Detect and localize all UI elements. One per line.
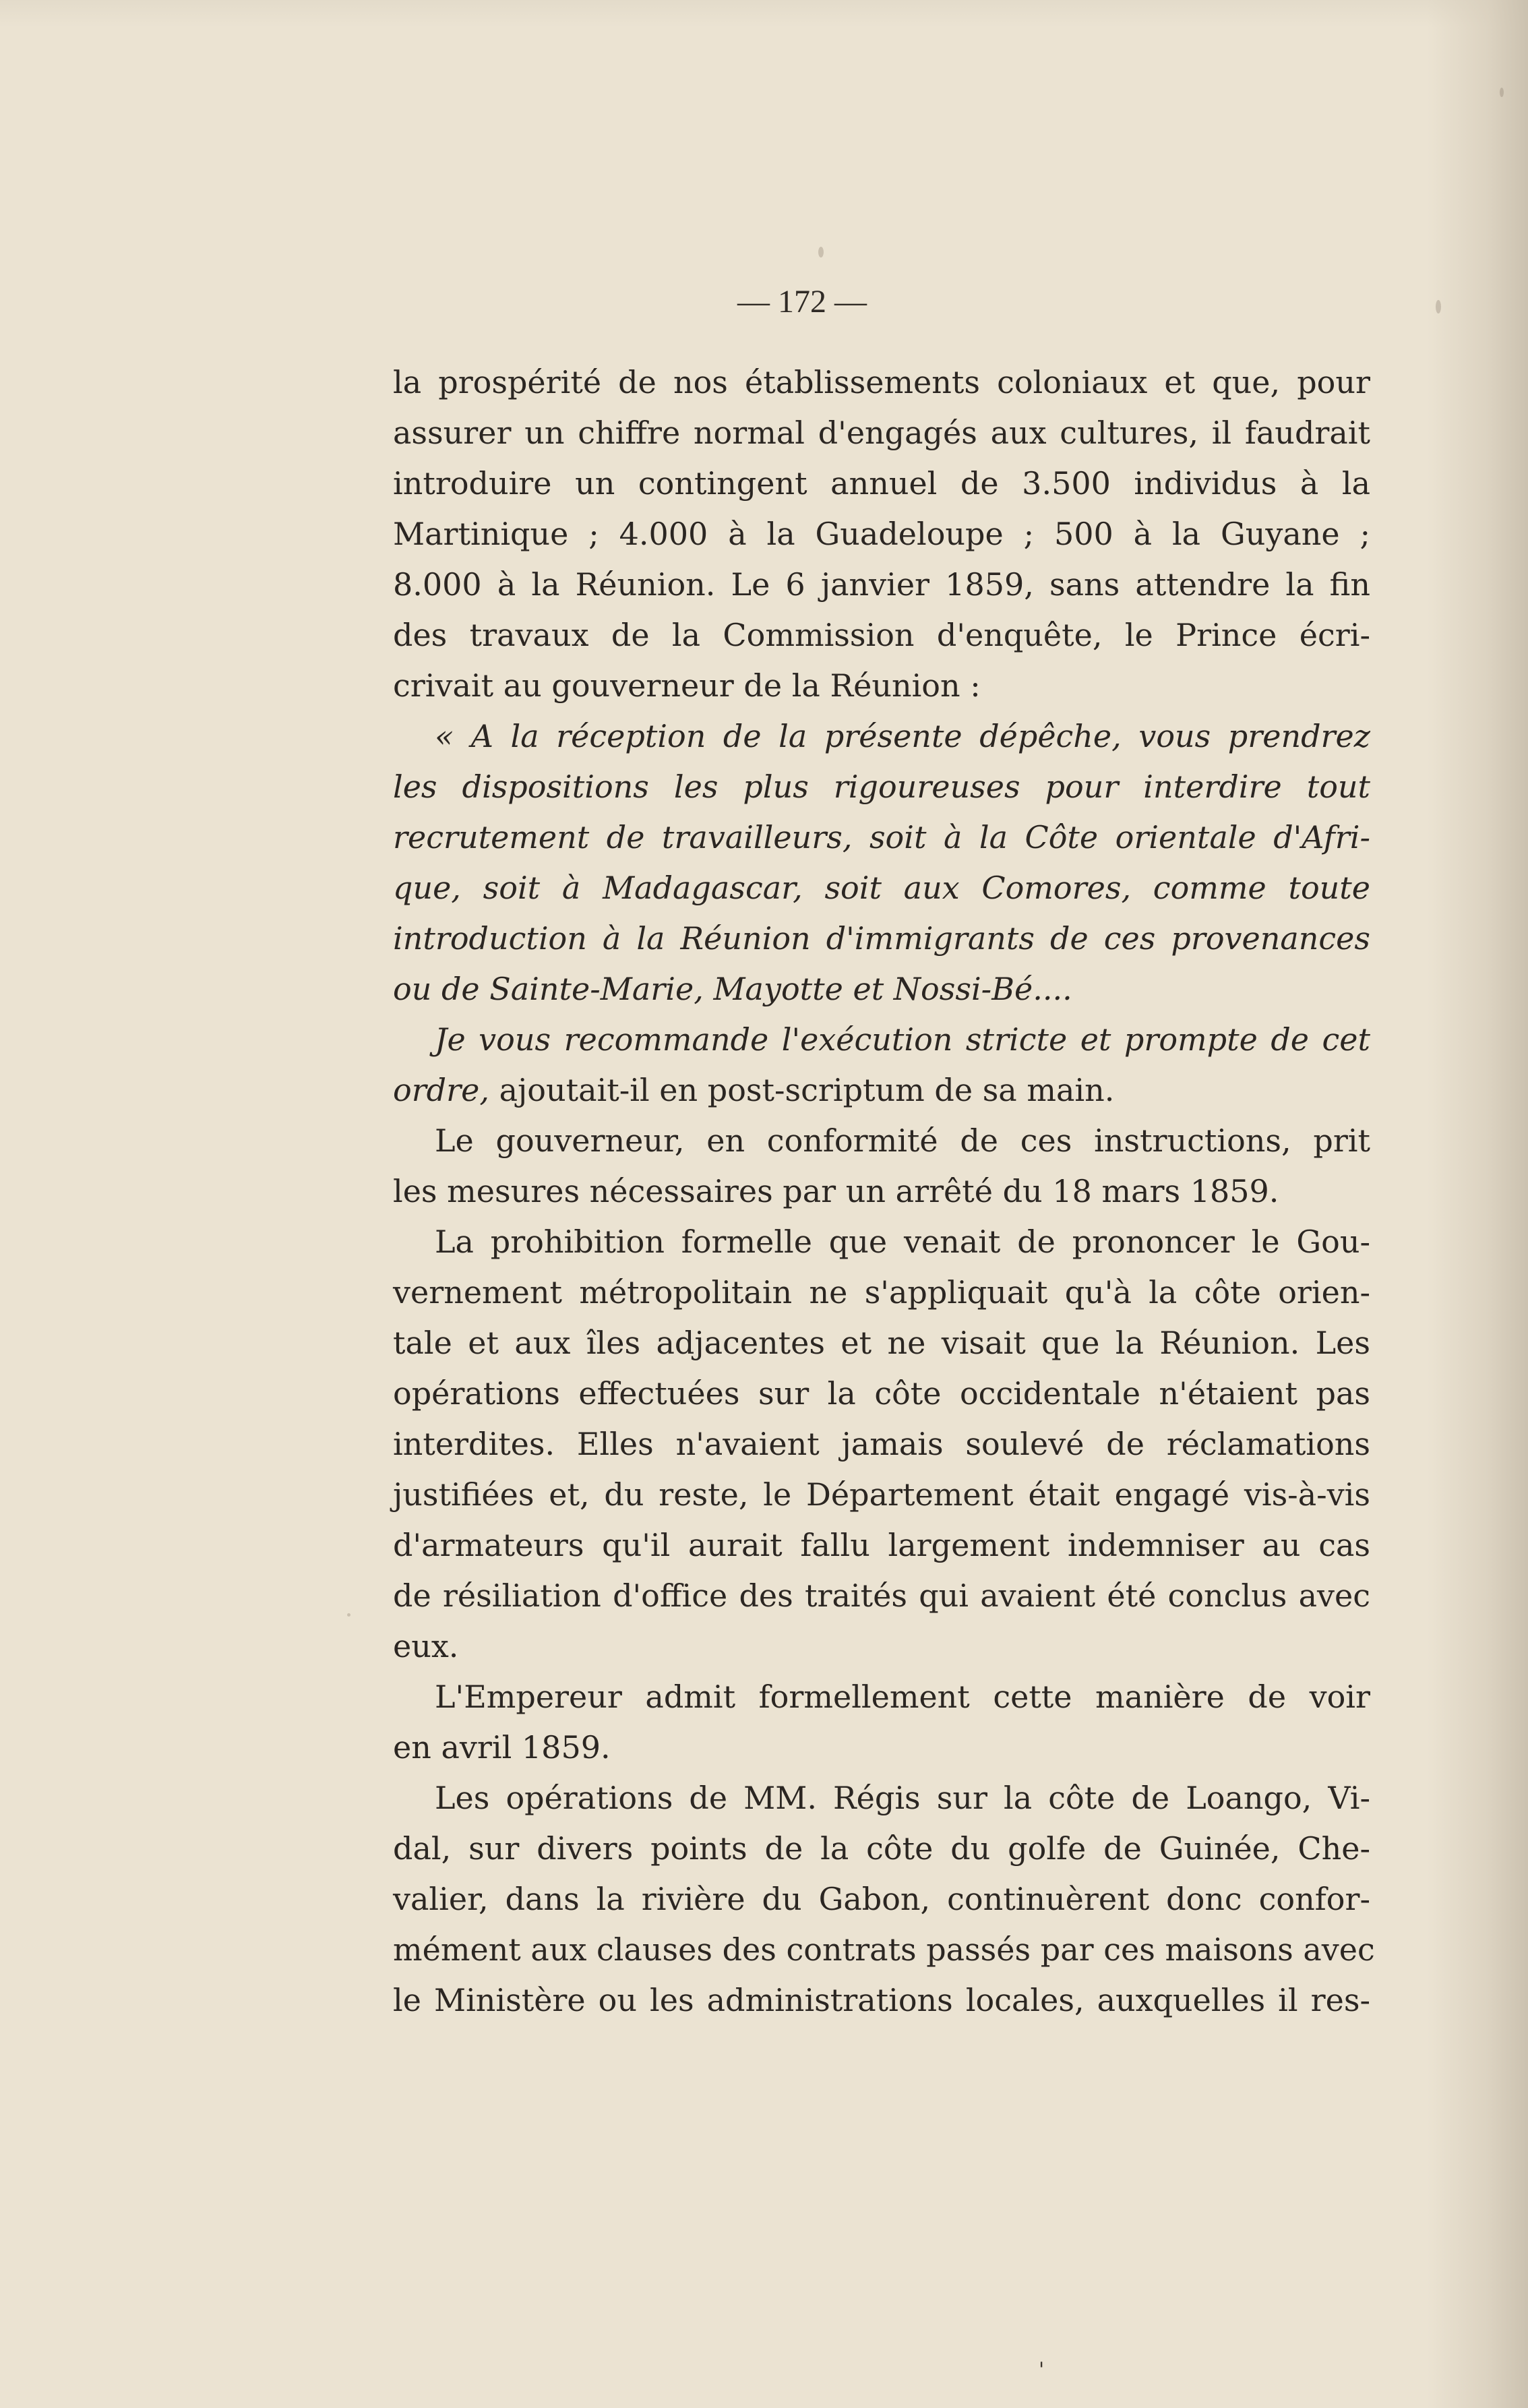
text-line: de résiliation d'office des traités qui avaient été conclus avec: [393, 1577, 1370, 1614]
quote-line: que, soit à Madagascar, soit aux Comores, comme toute: [393, 870, 1370, 906]
page-right-shadow: [1427, 0, 1528, 2408]
page-number: — 172 —: [737, 284, 867, 320]
text-line: en avril 1859.: [393, 1729, 611, 1766]
quote-fragment: ordre,: [393, 1072, 489, 1108]
text-line: opérations effectuées sur la côte occidentale n'étaient pas: [393, 1375, 1370, 1412]
text-line: Les opérations de MM. Régis sur la côte de Loango, Vi-: [435, 1780, 1370, 1816]
text-line: L'Empereur admit formellement cette manière de voir: [435, 1679, 1370, 1715]
text-line: le Ministère ou les administrations locales, auxquelles il res-: [393, 1982, 1370, 2018]
text-line: La prohibition formelle que venait de prononcer le Gou-: [435, 1224, 1370, 1260]
text-line: crivait au gouverneur de la Réunion :: [393, 667, 981, 704]
text-line: 8.000 à la Réunion. Le 6 janvier 1859, sans attendre la fin: [393, 566, 1370, 603]
paper-spot: [1436, 300, 1441, 313]
body-text: [393, 357, 1375, 2026]
text-line: assurer un chiffre normal d'engagés aux cultures, il faudrait: [393, 415, 1370, 451]
text-line: mément aux clauses des contrats passés par ces maisons avec: [393, 1931, 1375, 1968]
text-line: dal, sur divers points de la côte du golfe de Guinée, Che-: [393, 1830, 1370, 1867]
page-top-shadow: [0, 0, 1528, 27]
text-line: Martinique ; 4.000 à la Guadeloupe ; 500 à la Guyane ;: [393, 516, 1370, 552]
text-line: interdites. Elles n'avaient jamais soulevé de réclamations: [393, 1426, 1370, 1462]
paper-spot: [1500, 88, 1504, 97]
text-line: valier, dans la rivière du Gabon, continuèrent donc confor-: [393, 1881, 1370, 1917]
text-fragment: ajoutait-il en post-scriptum de sa main.: [499, 1072, 1115, 1108]
mixed-line: [393, 1065, 1370, 1116]
quote-line: introduction à la Réunion d'immigrants de ces provenances: [393, 920, 1370, 957]
text-line: introduire un contingent annuel de 3.500 individus à la: [393, 465, 1370, 502]
text-line: justifiées et, du reste, le Département était engagé vis-à-vis: [393, 1476, 1370, 1513]
paper-spot: [818, 247, 824, 258]
text-line: eux.: [393, 1628, 459, 1664]
text-line: Le gouverneur, en conformité de ces instructions, prit: [435, 1122, 1370, 1159]
text-line: la prospérité de nos établissements coloniaux et que, pour: [393, 364, 1370, 400]
text-line: des travaux de la Commission d'enquête, le Prince écri-: [393, 617, 1370, 653]
text-line: tale et aux îles adjacentes et ne visait que la Réunion. Les: [393, 1325, 1370, 1361]
text-line: vernement métropolitain ne s'appliquait qu'à la côte orien-: [393, 1274, 1370, 1311]
quote-line: ou de Sainte-Marie, Mayotte et Nossi-Bé....: [393, 971, 1072, 1007]
footer-mark: ': [1039, 2358, 1045, 2382]
paper-spot: [347, 1613, 350, 1617]
quote-line: les dispositions les plus rigoureuses pour interdire tout: [393, 769, 1370, 805]
quote-line: « A la réception de la présente dépêche, vous prendrez: [435, 718, 1370, 754]
quote-line: Je vous recommande l'exécution stricte et prompte de cet: [435, 1021, 1370, 1058]
text-line: les mesures nécessaires par un arrêté du 18 mars 1859.: [393, 1173, 1279, 1209]
text-line: d'armateurs qu'il aurait fallu largement indemniser au cas: [393, 1527, 1370, 1563]
quote-line: recrutement de travailleurs, soit à la Côte orientale d'Afri-: [393, 819, 1370, 855]
